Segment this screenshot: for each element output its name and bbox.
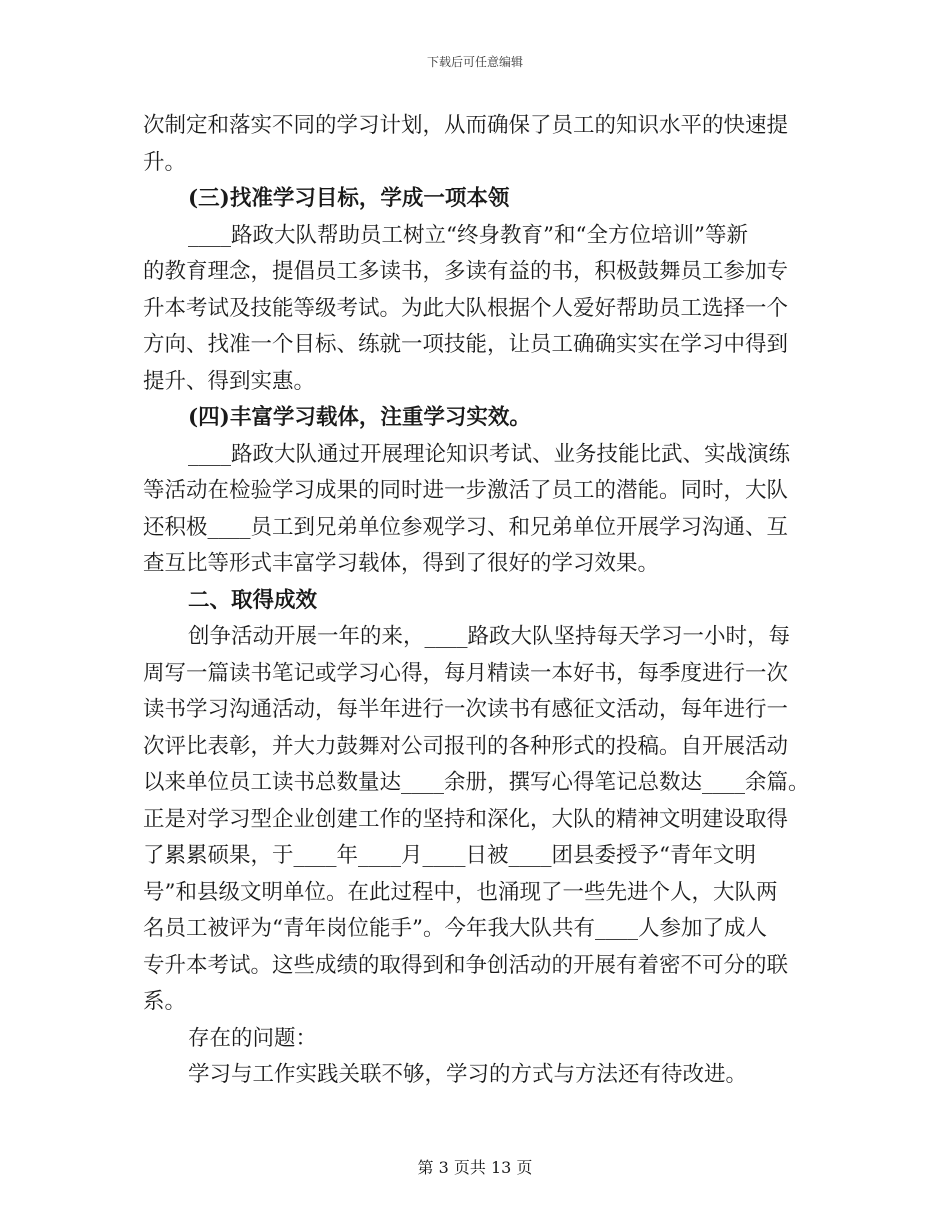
text-line: 专升本考试。这些成绩的取得到和争创活动的开展有着密不可分的联 — [143, 952, 789, 978]
text-line: 次制定和落实不同的学习计划，从而确保了员工的知识水平的快速提 — [143, 113, 789, 138]
text-line: ____路政大队帮助员工树立“终身教育”和“全方位培训”等新 — [188, 222, 748, 248]
text-line: 等活动在检验学习成果的同时进一步激活了员工的潜能。同时，大队 — [143, 478, 789, 503]
page-number: 第 3 页共 13 页 — [417, 1158, 533, 1177]
text-line: 查互比等形式丰富学习载体，得到了很好的学习效果。 — [143, 551, 660, 576]
section-heading: 二、取得成效 — [188, 587, 318, 613]
text-line: ____路政大队通过开展理论知识考试、业务技能比武、实战演练 — [188, 441, 791, 467]
text-line: 了累累硕果，于____年____月____日被____团县委授予“青年文明 — [143, 843, 756, 868]
text-line: 读书学习沟通活动，每半年进行一次读书有感征文活动，每年进行一 — [143, 697, 789, 722]
text-line: 提升、得到实惠。 — [143, 368, 316, 394]
section-heading: (四)丰富学习载体，注重学习实效。 — [188, 405, 531, 430]
header-note: 下载后可任意编辑 — [426, 55, 523, 69]
text-line: 周写一篇读书笔记或学习心得，每月精读一本好书，每季度进行一次 — [143, 660, 789, 686]
text-line: 名员工被评为“青年岗位能手”。今年我大队共有____人参加了成人 — [143, 916, 767, 941]
text-line: 创争活动开展一年的来，____路政大队坚持每天学习一小时，每 — [188, 624, 791, 649]
text-line: 正是对学习型企业创建工作的坚持和深化，大队的精神文明建设取得 — [143, 806, 789, 832]
text-line: 的教育理念，提倡员工多读书，多读有益的书，积极鼓舞员工参加专 — [143, 259, 789, 284]
text-line: 号”和县级文明单位。在此过程中，也涌现了一些先进个人，大队两 — [143, 879, 778, 905]
text-line: 存在的问题： — [188, 1025, 318, 1051]
document-body — [143, 108, 813, 1094]
text-line: 以来单位员工读书总数量达____余册，撰写心得笔记总数达____余篇。 — [143, 770, 810, 795]
text-line: 还积极____员工到兄弟单位参观学习、和兄弟单位开展学习沟通、互 — [143, 514, 789, 540]
text-line: 学习与工作实践关联不够，学习的方式与方法还有待改进。 — [188, 1062, 748, 1087]
text-line: 方向、找准一个目标、练就一项技能，让员工确确实实在学习中得到 — [143, 332, 789, 357]
section-heading: (三)找准学习目标，学成一项本领 — [188, 186, 510, 211]
text-line: 次评比表彰，并大力鼓舞对公司报刊的各种形式的投稿。自开展活动 — [143, 733, 789, 759]
text-line: 系。 — [143, 989, 187, 1014]
text-line: 升本考试及技能等级考试。为此大队根据个人爱好帮助员工选择一个 — [143, 295, 789, 321]
text-line: 升。 — [143, 149, 187, 175]
